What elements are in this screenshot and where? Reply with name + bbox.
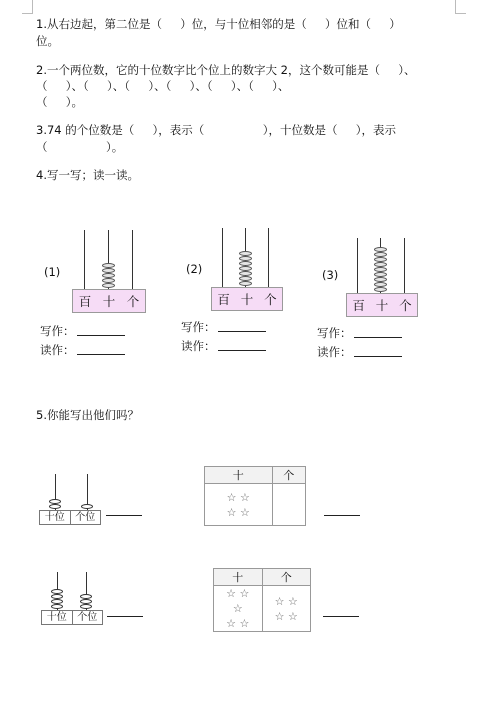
abacus-1-rod-ones <box>132 230 133 290</box>
q5-table-1 <box>204 466 306 526</box>
abacus-2-place-box <box>211 287 283 311</box>
q5-table-2-answer-blank[interactable] <box>323 616 359 617</box>
abacus-ring <box>51 589 63 594</box>
abacus-bead <box>102 278 115 283</box>
abacus-ring <box>49 499 61 504</box>
place-ones: 个 <box>126 294 140 309</box>
q5-table-1-ones-header: 个 <box>272 467 305 484</box>
abacus-bead <box>374 262 387 267</box>
abacus-1-read-label: 读作： <box>40 343 75 357</box>
place-tens: 十 <box>102 294 116 309</box>
abacus-3-place-box <box>346 293 418 317</box>
abacus-2-write-blank[interactable] <box>218 331 266 332</box>
abacus-bead <box>239 256 252 261</box>
place-hundreds: 百 <box>217 292 230 307</box>
abacus-1-number: (1) <box>44 265 61 279</box>
q5-table-1-tens-cell <box>205 484 273 526</box>
q5-table-1-tens-header: 十 <box>205 467 273 484</box>
q1-line1: 1.从右边起，第二位是（ ）位，与十位相邻的是（ ）位和（ ） <box>36 17 401 31</box>
abacus-2-read-blank[interactable] <box>218 350 266 351</box>
abacus-ring <box>80 594 92 599</box>
q5-table-1-ones-cell <box>272 484 305 526</box>
abacus-bead <box>239 281 252 286</box>
star-row: ☆ ☆ <box>274 609 298 623</box>
crop-mark-left <box>22 0 33 14</box>
abacus-ring <box>81 504 93 509</box>
abacus-bead <box>374 287 387 292</box>
q5-abacus-1-answer-blank[interactable] <box>106 515 142 516</box>
abacus-bead <box>374 277 387 282</box>
abacus-bead <box>102 263 115 268</box>
abacus-ring <box>80 599 92 604</box>
q5-abacus-2-place-box <box>41 610 103 625</box>
q5-table-2-tens-header: 十 <box>214 569 263 586</box>
place-tens: 十 <box>240 292 254 307</box>
place-hundreds: 百 <box>352 298 365 313</box>
q1-line2: 位。 <box>36 34 59 48</box>
abacus-1-read-blank[interactable] <box>77 354 125 355</box>
star-row: ☆ ☆ <box>274 594 298 608</box>
place-tens: 十 <box>375 298 389 313</box>
abacus-bead <box>239 271 252 276</box>
star-row: ☆ <box>232 602 243 615</box>
q5-abacus-2-answer-blank[interactable] <box>107 616 143 617</box>
q2-line3: （ ）。 <box>36 95 84 109</box>
q4-title: 4.写一写；读一读。 <box>36 168 139 182</box>
abacus-bead <box>239 266 252 271</box>
abacus-1-place-box <box>72 289 146 313</box>
q3-line1: 3.74 的个位数是（ ），表示（ ），十位数是（ ），表示 <box>36 123 397 137</box>
abacus-bead <box>239 261 252 266</box>
abacus-ring <box>80 604 92 609</box>
abacus-bead <box>374 257 387 262</box>
abacus-bead <box>102 273 115 278</box>
abacus-ring <box>51 604 63 609</box>
abacus-bead <box>102 268 115 273</box>
abacus-ring <box>49 504 61 509</box>
abacus-3-rod-hundreds <box>357 238 358 294</box>
abacus-2-read-label: 读作： <box>181 339 216 353</box>
abacus-bead <box>374 282 387 287</box>
q3-line2: （ ）。 <box>36 140 124 154</box>
abacus-bead <box>239 276 252 281</box>
place-ones: 个 <box>264 292 277 307</box>
q5-table-2-tens-cell <box>214 586 263 632</box>
abacus-2-number: (2) <box>186 262 203 276</box>
abacus-3-rod-ones <box>404 238 405 294</box>
abacus-2-write-label: 写作： <box>181 320 216 334</box>
crop-mark-right <box>455 0 466 14</box>
star-row: ☆ ☆ <box>226 490 250 504</box>
abacus-bead <box>374 267 387 272</box>
star-row: ☆ ☆ <box>226 587 250 600</box>
abacus-bead <box>374 252 387 257</box>
q5-tens-label: 十位 <box>44 512 65 523</box>
abacus-ring <box>51 599 63 604</box>
abacus-3-write-blank[interactable] <box>354 337 402 338</box>
abacus-bead <box>374 272 387 277</box>
q5-abacus-1-place-box <box>39 510 101 525</box>
abacus-1-write-label: 写作： <box>40 324 75 338</box>
place-ones: 个 <box>399 298 412 313</box>
abacus-2-rod-ones <box>268 228 269 288</box>
place-hundreds: 百 <box>78 294 92 309</box>
q5-table-1-answer-blank[interactable] <box>324 515 360 516</box>
q5-title: 5.你能写出他们吗？ <box>36 408 139 422</box>
abacus-ring <box>51 594 63 599</box>
abacus-3-number: (3) <box>322 268 339 282</box>
abacus-bead <box>102 283 115 288</box>
q2-line2: （ ）、（ ）、（ ）、（ ）、（ ）、（ ）、 <box>36 79 290 93</box>
q5-table-2-ones-header: 个 <box>262 569 311 586</box>
q5-ones-label: 个位 <box>72 611 103 624</box>
q5-ones-label: 个位 <box>70 511 101 524</box>
abacus-bead <box>374 247 387 252</box>
abacus-1-rod-hundreds <box>84 230 85 290</box>
q2-line1: 2.一个两位数，它的十位数字比个位上的数字大 2，这个数可能是（ ）、 <box>36 63 416 77</box>
abacus-1-write-blank[interactable] <box>77 335 125 336</box>
q5-tens-label: 十位 <box>46 612 67 623</box>
abacus-3-read-label: 读作： <box>317 345 352 359</box>
abacus-3-write-label: 写作： <box>317 326 352 340</box>
abacus-bead <box>239 251 252 256</box>
star-row: ☆ ☆ <box>226 505 250 519</box>
abacus-2-rod-hundreds <box>222 228 223 288</box>
star-row: ☆ ☆ <box>226 617 250 630</box>
q5-table-2 <box>213 568 311 632</box>
abacus-3-read-blank[interactable] <box>354 356 402 357</box>
q5-table-2-ones-cell <box>262 586 311 632</box>
